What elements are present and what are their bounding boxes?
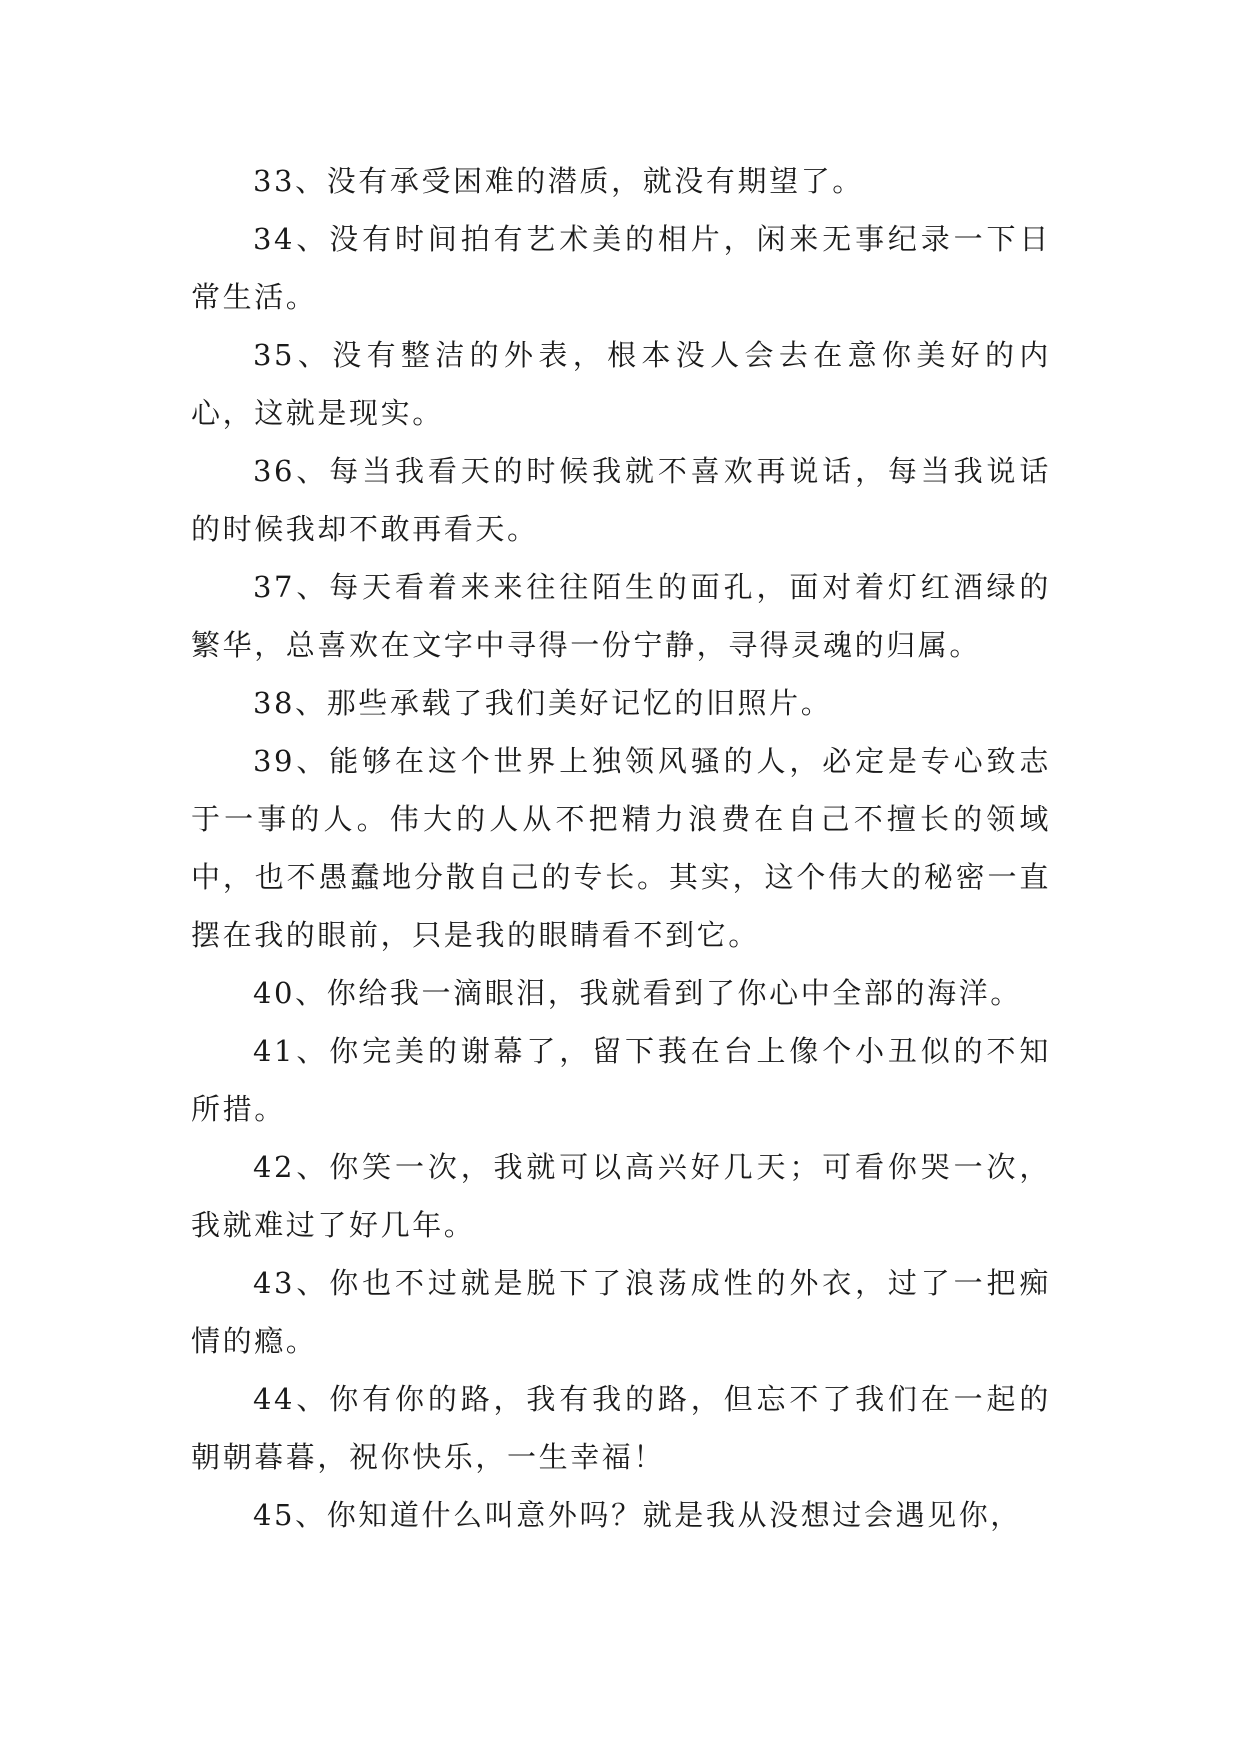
- paragraph: 33、没有承受困难的潜质，就没有期望了。: [253, 164, 864, 198]
- paragraph: 34、没有时间拍有艺术美的相片，闲来无事纪录一下日常生活。: [191, 222, 1051, 314]
- paragraph: 37、每天看着来来往往陌生的面孔，面对着灯红酒绿的繁华，总喜欢在文字中寻得一份宁静，寻得灵魂的归属。: [191, 570, 1051, 662]
- paragraph: 40、你给我一滴眼泪，我就看到了你心中全部的海洋。: [253, 976, 1022, 1010]
- paragraph: 44、你有你的路，我有我的路，但忘不了我们在一起的朝朝暮暮，祝你快乐，一生幸福！: [191, 1382, 1051, 1474]
- paragraph: 39、能够在这个世界上独领风骚的人，必定是专心致志于一事的人。伟大的人从不把精力浪费在自己不擅长的领域中，也不愚蠢地分散自己的专长。其实，这个伟大的秘密一直摆在我的眼前，只是我的眼睛看不到它。: [191, 744, 1051, 952]
- paragraph: 45、你知道什么叫意外吗？就是我从没想过会遇见你，: [253, 1498, 1022, 1532]
- paragraph: 35、没有整洁的外表，根本没人会去在意你美好的内心，这就是现实。: [191, 338, 1051, 430]
- paragraph: 42、你笑一次，我就可以高兴好几天；可看你哭一次，我就难过了好几年。: [191, 1150, 1051, 1242]
- paragraph: 43、你也不过就是脱下了浪荡成性的外衣，过了一把痴情的瘾。: [191, 1266, 1051, 1358]
- paragraph: 36、每当我看天的时候我就不喜欢再说话，每当我说话的时候我却不敢再看天。: [191, 454, 1051, 546]
- document-body: [191, 152, 1051, 1544]
- paragraph: 38、那些承载了我们美好记忆的旧照片。: [253, 686, 833, 720]
- paragraph: 41、你完美的谢幕了，留下莪在台上像个小丑似的不知所措。: [191, 1034, 1051, 1126]
